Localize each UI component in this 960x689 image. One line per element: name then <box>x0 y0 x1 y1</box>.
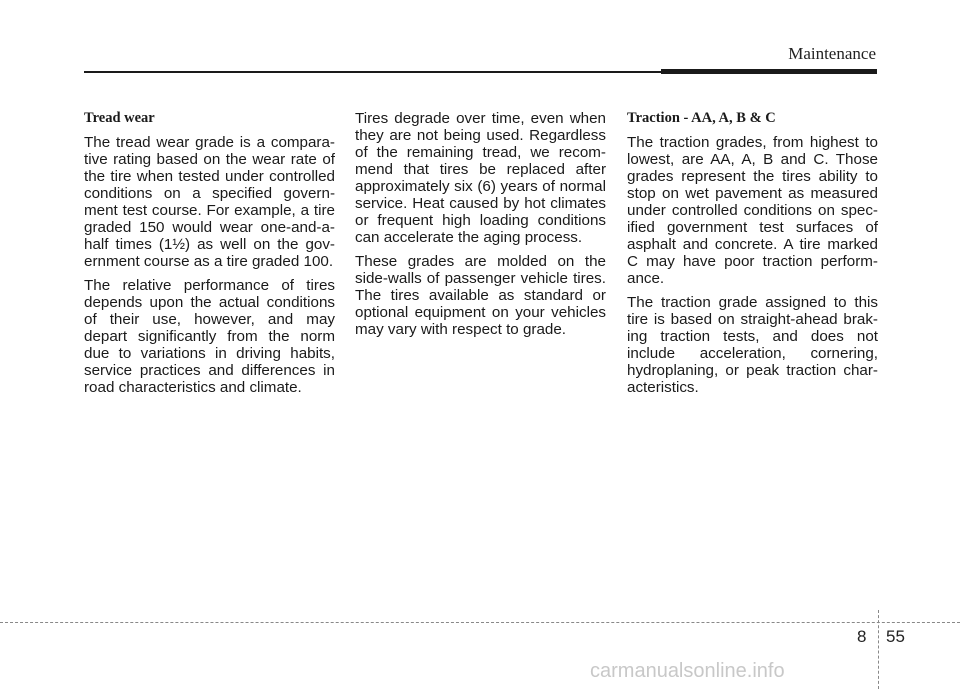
paragraph: Tires degrade over time, even when they are not being used. Regardless of the remaining tread, we recom-mend that tires be replaced after approximately six (6) years of normal service. Heat caused by hot climates or frequent high loading conditions can accelerate the aging process. <box>355 110 606 246</box>
paragraph: These grades are molded on the side-walls of passenger vehicle tires. The tires available as standard or optional equipment on your vehicles may vary with respect to grade. <box>355 253 606 338</box>
footer-divider <box>0 622 960 623</box>
chapter-number: 8 <box>857 627 867 646</box>
header-rule <box>84 71 661 73</box>
paragraph: The tread wear grade is a compara-tive rating based on the wear rate of the tire when tested under controlled conditions on a specified govern-ment test course. For example, a tire graded 150 would wear one-and-a-half times (1½) as well on the gov-ernment course as a tire graded 100. <box>84 134 335 270</box>
paragraph: The relative performance of tires depends upon the actual conditions of their use, however, and may depart significantly from the norm due to variations in driving habits, service practices and differences in road characteristics and climate. <box>84 277 335 396</box>
paragraph: The traction grades, from highest to lowest, are AA, A, B and C. Those grades represent the tires ability to stop on wet pavement as measured under controlled conditions on spec-ified government test surfaces of asphalt and concrete. A tire marked C may have poor traction perform-ance. <box>627 134 878 287</box>
traction-heading: Traction - AA, A, B & C <box>627 110 776 126</box>
section-title: Maintenance <box>788 44 876 63</box>
header-rule-thick <box>661 69 877 74</box>
paragraph: The traction grade assigned to this tire is based on straight-ahead brak-ing traction tests, and does not include acceleration, cornering, hydroplaning, or peak traction char-acteristics. <box>627 294 878 396</box>
tread-wear-heading: Tread wear <box>84 110 155 126</box>
column-3 <box>627 110 878 403</box>
watermark: carmanualsonline.info <box>590 660 785 682</box>
column-2 <box>355 110 606 345</box>
column-1 <box>84 110 335 403</box>
page-number: 55 <box>886 627 905 646</box>
footer-vertical-divider <box>878 610 879 689</box>
